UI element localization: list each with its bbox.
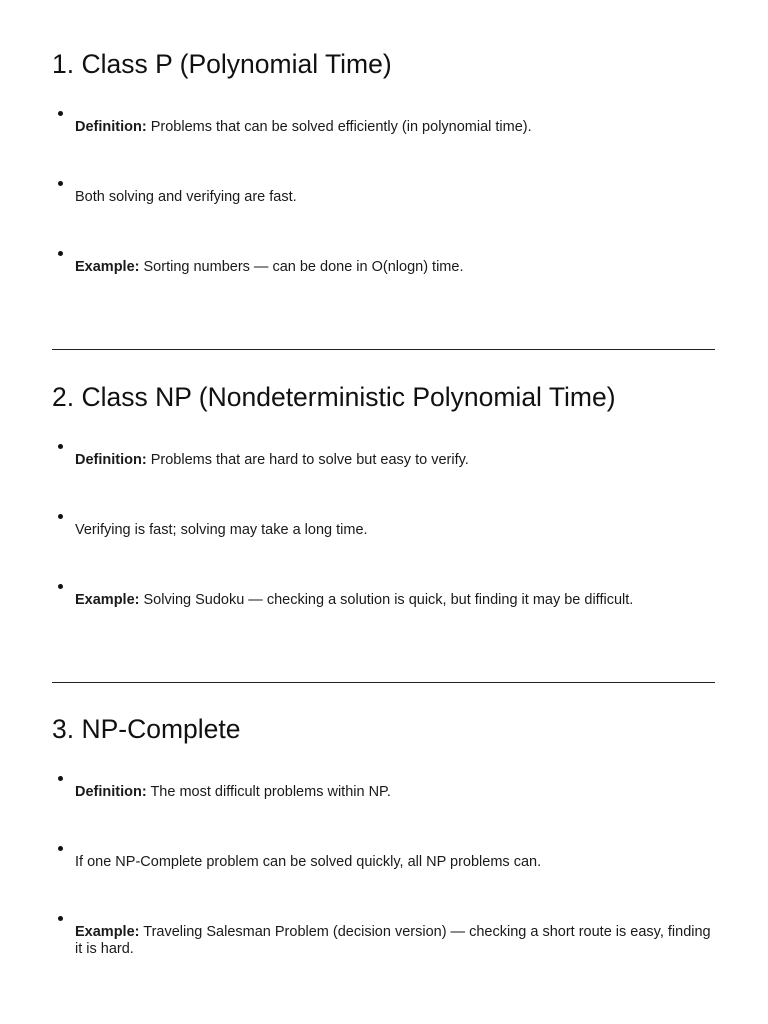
- list-item: [52, 508, 715, 578]
- bullet-dot-icon: [58, 584, 63, 589]
- section-np-complete: [52, 712, 715, 980]
- bullet-label: Definition:: [75, 784, 147, 800]
- bullet-dot-icon: [58, 846, 63, 851]
- list-item: [52, 578, 715, 648]
- section-divider: [52, 682, 715, 683]
- list-item: [52, 840, 715, 910]
- bullet-body: Both solving and verifying are fast.: [75, 189, 297, 205]
- list-item: [52, 438, 715, 508]
- bullet-body: Problems that can be solved efficiently (in polynomial time).: [146, 119, 532, 135]
- section-divider: [52, 349, 715, 350]
- bullet-dot-icon: [58, 444, 63, 449]
- bullet-body: Solving Sudoku — checking a solution is quick, but finding it may be difficult.: [139, 592, 634, 608]
- bullet-dot-icon: [58, 514, 63, 519]
- bullet-list: [52, 105, 715, 315]
- bullet-text: [75, 854, 715, 871]
- section-title: 3. NP-Complete: [52, 714, 241, 744]
- bullet-label: Example:: [75, 259, 140, 275]
- bullet-text: [75, 592, 715, 609]
- bullet-body: Sorting numbers — can be done in O(nlogn) time.: [139, 259, 464, 275]
- list-item: [52, 770, 715, 840]
- list-item: [52, 245, 715, 315]
- list-item: [52, 175, 715, 245]
- bullet-body: Traveling Salesman Problem (decision version) — checking a short route is easy, finding it is hard.: [75, 924, 711, 957]
- bullet-body: If one NP-Complete problem can be solved quickly, all NP problems can.: [75, 854, 542, 870]
- section-class-p: [52, 47, 715, 315]
- list-item: [52, 105, 715, 175]
- bullet-text: [75, 189, 715, 206]
- bullet-text: [75, 452, 715, 469]
- bullet-label: Example:: [75, 924, 140, 940]
- bullet-list: [52, 438, 715, 648]
- bullet-dot-icon: [58, 916, 63, 921]
- bullet-body: Problems that are hard to solve but easy to verify.: [146, 452, 469, 468]
- bullet-text: [75, 522, 715, 539]
- bullet-dot-icon: [58, 251, 63, 256]
- bullet-text: [75, 259, 715, 276]
- bullet-label: Definition:: [75, 452, 147, 468]
- section-class-np: [52, 380, 715, 648]
- bullet-body: Verifying is fast; solving may take a long time.: [75, 522, 368, 538]
- bullet-body: The most difficult problems within NP.: [146, 784, 391, 800]
- bullet-text: [75, 119, 715, 136]
- bullet-dot-icon: [58, 181, 63, 186]
- bullet-text: [75, 924, 715, 958]
- section-title: 2. Class NP (Nondeterministic Polynomial Time): [52, 382, 616, 412]
- bullet-dot-icon: [58, 111, 63, 116]
- bullet-list: [52, 770, 715, 980]
- section-title: 1. Class P (Polynomial Time): [52, 49, 392, 79]
- list-item: [52, 910, 715, 980]
- bullet-dot-icon: [58, 776, 63, 781]
- bullet-text: [75, 784, 715, 801]
- bullet-label: Example:: [75, 592, 140, 608]
- bullet-label: Definition:: [75, 119, 147, 135]
